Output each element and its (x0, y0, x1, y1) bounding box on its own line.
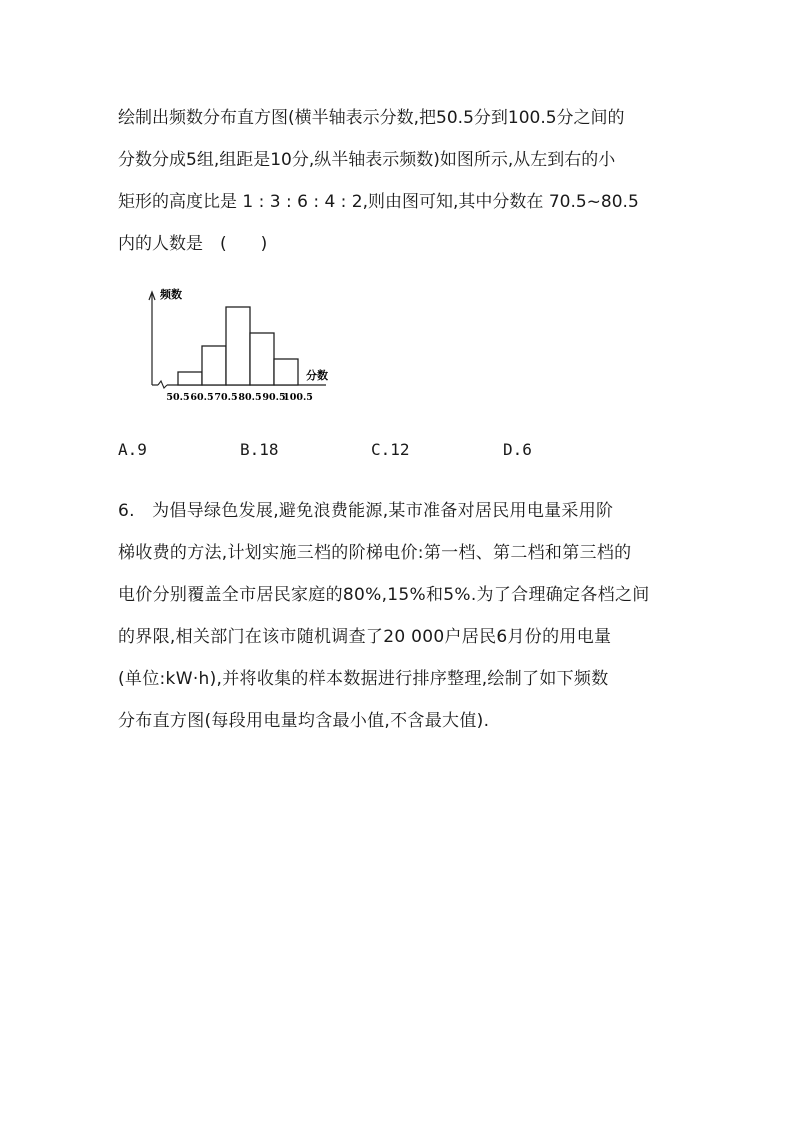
question-5-line: 矩形的高度比是 1 : 3 : 6 : 4 : 2,则由图可知,其中分数在 70.5~80.5 (118, 192, 639, 212)
frequency-histogram (138, 280, 338, 405)
x-tick-label: 60.5 (190, 392, 214, 403)
x-tick-label: 80.5 (238, 392, 262, 403)
choice-a[interactable]: A.9 (118, 440, 147, 459)
question-6-line: (单位:kW·h),并将收集的样本数据进行排序整理,绘制了如下频数 (118, 669, 609, 689)
question-5-line: 绘制出频数分布直方图(横半轴表示分数,把50.5分到100.5分之间的 (118, 108, 625, 128)
question-6-text (118, 490, 693, 742)
question-6-line: 分布直方图(每段用电量均含最小值,不含最大值). (118, 711, 490, 731)
y-axis-label: 频数 (160, 288, 182, 301)
choice-d[interactable]: D.6 (503, 440, 532, 459)
question-5-line: 内的人数是 ( ) (118, 234, 268, 254)
histogram-bar (226, 307, 250, 385)
question-6-line: 的界限,相关部门在该市随机调查了20 000户居民6月份的用电量 (118, 627, 612, 647)
x-tick-label: 50.5 (166, 392, 190, 403)
histogram-bar (178, 372, 202, 385)
histogram-bar (202, 346, 226, 385)
x-axis-label: 分数 (306, 369, 328, 382)
histogram-tick-labels (166, 392, 312, 403)
histogram-bar (250, 333, 274, 385)
x-tick-label: 90.5 (262, 392, 286, 403)
question-6-line: 梯收费的方法,计划实施三档的阶梯电价:第一档、第二档和第三档的 (118, 543, 632, 563)
choice-c[interactable]: C.12 (371, 440, 410, 459)
axis-break-mark (158, 381, 167, 388)
question-5-text (118, 97, 693, 265)
x-tick-label: 70.5 (214, 392, 238, 403)
question-6-line: 6. 为倡导绿色发展,避免浪费能源,某市准备对居民用电量采用阶 (118, 501, 614, 521)
question-5-line: 分数分成5组,组距是10分,纵半轴表示频数)如图所示,从左到右的小 (118, 150, 616, 170)
question-6-line: 电价分别覆盖全市居民家庭的80%,15%和5%.为了合理确定各档之间 (118, 585, 650, 605)
histogram-bar (274, 359, 298, 385)
choice-b[interactable]: B.18 (240, 440, 279, 459)
x-tick-label: 100.5 (283, 392, 313, 403)
histogram-bars (178, 307, 298, 385)
